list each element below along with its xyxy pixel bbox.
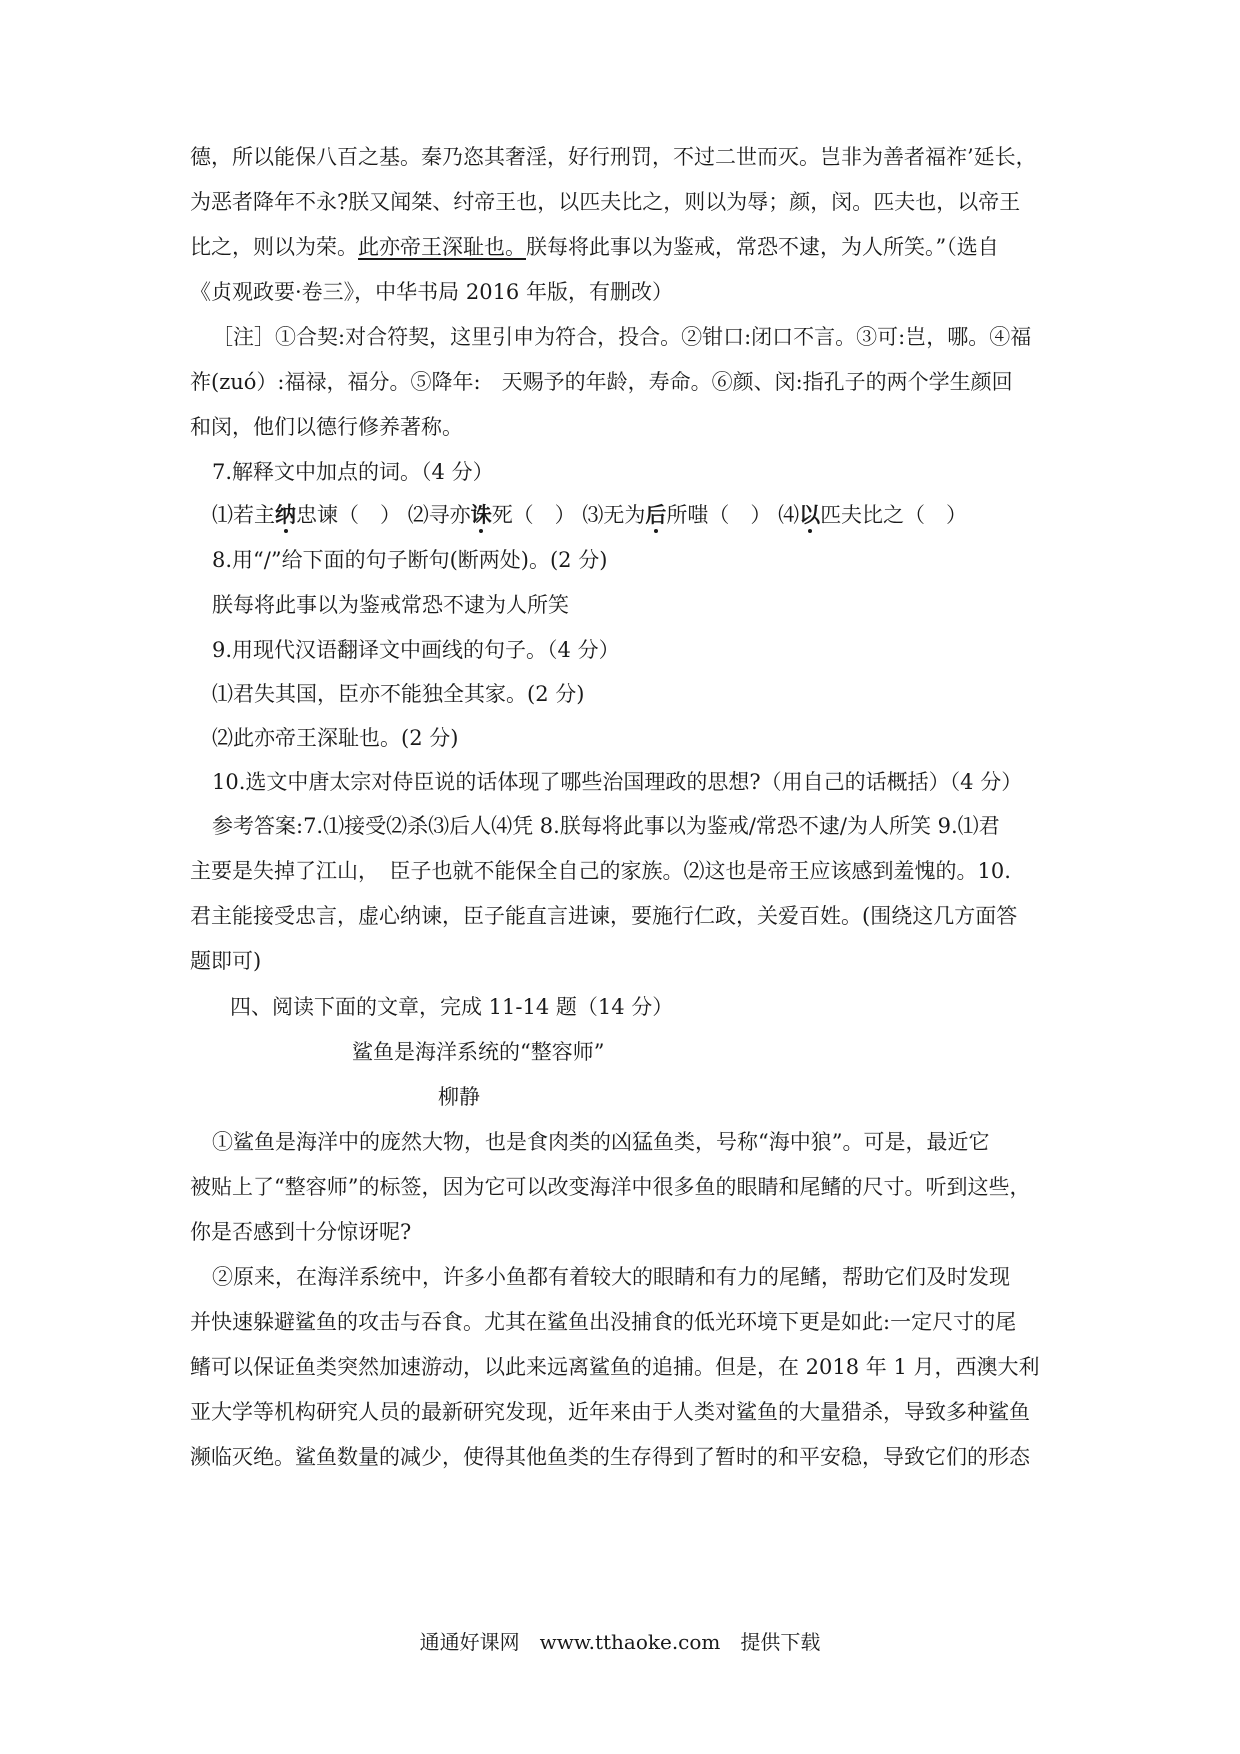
question-7: 7.解释文中加点的词。（4 分） [212, 460, 494, 484]
article-author: 柳静 [438, 1085, 480, 1109]
text-span: ⑵寻亦 [407, 503, 471, 527]
text-line [190, 232, 1060, 262]
text-span: 朕每将此事以为鉴戒，常恐不逮，为人所笑。”（选自 [526, 235, 999, 259]
question-8-sentence: 朕每将此事以为鉴戒常恐不逮为人所笑 [212, 593, 569, 617]
paragraph-line: 亚大学等机构研究人员的最新研究发现，近年来由于人类对鲨鱼的大量猎杀，导致多种鲨鱼 [190, 1400, 1030, 1424]
text-span: ⑶无为 [582, 503, 646, 527]
underlined-sentence: 此亦帝王深耻也。 [358, 235, 526, 259]
question-8: 8.用“/”给下面的句子断句(断两处)。(2 分) [212, 548, 608, 572]
answer-line: 君主能接受忠言，虚心纳谏，臣子能直言进谏，要施行仁政，关爱百姓。(围绕这几方面答 [190, 904, 1018, 928]
question-9-part-2: ⑵此亦帝王深耻也。(2 分) [212, 726, 459, 750]
section-heading: 四、阅读下面的文章，完成 11-14 题（14 分） [230, 995, 674, 1019]
note-line: 和闵，他们以德行修养著称。 [190, 415, 463, 439]
question-9-part-1: ⑴君失其国，臣亦不能独全其家。(2 分) [212, 682, 585, 706]
answer-line: 题即可) [190, 949, 262, 973]
paragraph-line: 并快速躲避鲨鱼的攻击与吞食。尤其在鲨鱼出没捕食的低光环境下更是如此:一定尺寸的尾 [190, 1310, 1017, 1334]
paragraph-line: ①鲨鱼是海洋中的庞然大物，也是食肉类的凶猛鱼类，号称“海中狼”。可是，最近它 [212, 1130, 990, 1154]
paragraph-line: 鳍可以保证鱼类突然加速游动，以此来远离鲨鱼的追捕。但是，在 2018 年 1 月，西澳大利 [190, 1355, 1040, 1379]
paragraph-line: 你是否感到十分惊讶呢? [190, 1220, 412, 1244]
note-line: ［注］①合契:对合符契，这里引申为符合，投合。②钳口:闭口不言。③可:岂，哪。④福 [212, 325, 1032, 349]
dotted-word: 诛 [470, 502, 492, 527]
question-9: 9.用现代汉语翻译文中画线的句子。（4 分） [212, 638, 620, 662]
text-span: ⑷ [778, 503, 800, 527]
answer-line: 主要是失掉了江山， 臣子也就不能保全自己的家族。⑵这也是帝王应该感到羞愧的。10. [190, 859, 1011, 883]
note-line: 祚(zuó）:福禄，福分。⑤降年: 天赐予的年龄，寿命。⑥颜、闵:指孔子的两个学生颜回 [190, 370, 1013, 394]
text-span: 匹夫比之（ ） [820, 503, 968, 527]
dotted-word: 后 [645, 502, 667, 527]
text-span: 所嗤（ ） [666, 503, 772, 527]
dotted-word: 纳 [275, 502, 296, 527]
text-span: 忠谏（ ） [296, 503, 401, 527]
text-span: ⑴若主 [212, 503, 275, 527]
text-span: 死（ ） [491, 503, 576, 527]
paragraph-line: 濒临灭绝。鲨鱼数量的减少，使得其他鱼类的生存得到了暂时的和平安稳，导致它们的形态 [190, 1445, 1030, 1469]
question-10: 10.选文中唐太宗对侍臣说的话体现了哪些治国理政的思想?（用自己的话概括）（4 分） [212, 770, 1023, 794]
source-citation: 《贞观政要·卷三》，中华书局 2016 年版，有删改） [190, 280, 673, 304]
text-line: 德，所以能保八百之基。秦乃恣其奢淫，好行刑罚，不过二世而灭。岂非为善者福祚’延长， [190, 145, 1037, 169]
text-span: 比之，则以为荣。 [190, 235, 358, 259]
article-title: 鲨鱼是海洋系统的“整容师” [352, 1040, 605, 1064]
page-footer: 通通好课网 www.tthaoke.com 提供下载 [419, 1630, 821, 1654]
answer-line: 参考答案:7.⑴接受⑵杀⑶后人⑷凭 8.朕每将此事以为鉴戒/常恐不逮/为人所笑 9.⑴君 [212, 814, 1000, 838]
paragraph-line: ②原来，在海洋系统中，许多小鱼都有着较大的眼睛和有力的尾鳍，帮助它们及时发现 [212, 1265, 1010, 1289]
dotted-word: 以 [799, 502, 821, 527]
question-7-items [212, 500, 1082, 530]
text-line: 为恶者降年不永?朕又闻桀、纣帝王也，以匹夫比之，则以为辱；颜，闵。匹夫也，以帝王 [190, 190, 1021, 214]
paragraph-line: 被贴上了“整容师”的标签，因为它可以改变海洋中很多鱼的眼睛和尾鳍的尺寸。听到这些， [190, 1175, 1031, 1199]
